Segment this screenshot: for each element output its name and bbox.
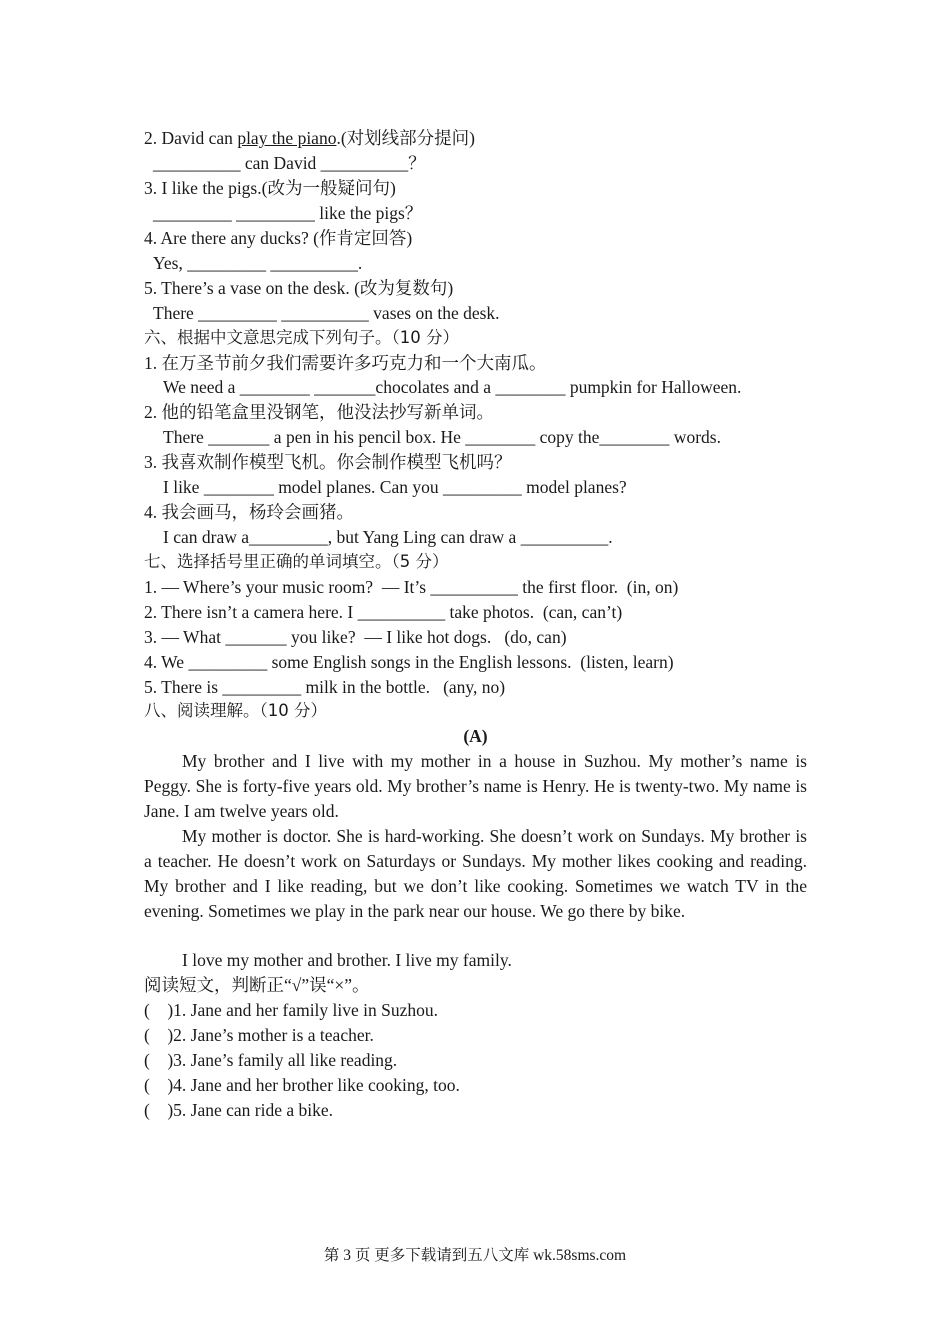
chinese-prompt: 2. 他的铅笔盒里没钢笔，他没法抄写新单词。 bbox=[144, 402, 494, 422]
answer-line: _________ _________ like the pigs？ bbox=[153, 203, 423, 223]
english-blank-line: I like ________ model planes. Can you _________ model planes? bbox=[163, 477, 627, 497]
fill-blank-question: 5. There is _________ milk in the bottle. (any, no) bbox=[144, 677, 506, 697]
chinese-prompt: 4. 我会画马，杨玲会画猪。 bbox=[144, 502, 354, 522]
true-false-question: ( )2. Jane’s mother is a teacher. bbox=[144, 1025, 374, 1045]
fill-blank-question: 2. There isn’t a camera here. I __________ take photos. (can, can’t) bbox=[144, 602, 623, 622]
chinese-prompt: 3. 我喜欢制作模型飞机。你会制作模型飞机吗？ bbox=[144, 452, 512, 472]
section-7-heading: 七、选择括号里正确的单词填空。（5 分） bbox=[144, 552, 449, 571]
passage-paragraph: I love my mother and brother. I live my family. bbox=[182, 950, 512, 970]
answer-line: Yes, _________ __________. bbox=[153, 253, 363, 273]
section-8-heading: 八、阅读理解。（10 分） bbox=[144, 701, 327, 720]
answer-line: __________ can David __________？ bbox=[153, 153, 426, 173]
reading-instruction: 阅读短文，判断正“√”误“×”。 bbox=[144, 975, 370, 995]
fill-blank-question: 4. We _________ some English songs in the English lessons. (listen, learn) bbox=[144, 652, 674, 672]
question-line: 4. Are there any ducks? (作肯定回答) bbox=[144, 228, 413, 248]
question-line: 3. I like the pigs.(改为一般疑问句) bbox=[144, 178, 396, 198]
english-blank-line: I can draw a_________, but Yang Ling can draw a __________. bbox=[163, 527, 613, 547]
underlined-phrase: play the piano bbox=[237, 128, 337, 148]
section-6-heading: 六、根据中文意思完成下列句子。（10 分） bbox=[144, 328, 459, 347]
fill-blank-question: 1. — Where’s your music room? — It’s __________ the first floor. (in, on) bbox=[144, 577, 679, 597]
true-false-question: ( )4. Jane and her brother like cooking, too. bbox=[144, 1075, 460, 1095]
chinese-prompt: 1. 在万圣节前夕我们需要许多巧克力和一个大南瓜。 bbox=[144, 353, 547, 373]
true-false-question: ( )1. Jane and her family live in Suzhou. bbox=[144, 1000, 439, 1020]
true-false-question: ( )3. Jane’s family all like reading. bbox=[144, 1050, 398, 1070]
answer-line: There _________ __________ vases on the desk. bbox=[153, 303, 500, 323]
fill-blank-question: 3. — What _______ you like? — I like hot dogs. (do, can) bbox=[144, 627, 567, 647]
english-blank-line: There _______ a pen in his pencil box. He ________ copy the________ words. bbox=[163, 427, 721, 447]
true-false-question: ( )5. Jane can ride a bike. bbox=[144, 1100, 334, 1120]
question-line: 5. There’s a vase on the desk. (改为复数句) bbox=[144, 278, 454, 298]
passage-label: (A) bbox=[463, 726, 488, 746]
page-footer: 第 3 页 更多下载请到五八文库 wk.58sms.com bbox=[323, 1247, 627, 1264]
english-blank-line: We need a ________ _______chocolates and a ________ pumpkin for Halloween. bbox=[163, 377, 742, 397]
passage-paragraph: My mother is doctor. She is hard-working. She doesn’t work on Sundays. My brother is a teacher. He doesn’t work on Saturdays or Sundays. My mother likes cooking and reading. My brother and I like reading, but we don’t like cooking. Sometimes we watch TV in the evening. Sometimes we play in the park near our house. We go there by bike. bbox=[144, 826, 807, 921]
question-line: 2. David can play the piano.(对划线部分提问) bbox=[144, 128, 475, 148]
passage-paragraph: My brother and I live with my mother in a house in Suzhou. My mother’s name is Peggy. She is forty-five years old. My brother’s name is Henry. He is twenty-two. My name is Jane. I am twelve years old. bbox=[144, 751, 807, 821]
